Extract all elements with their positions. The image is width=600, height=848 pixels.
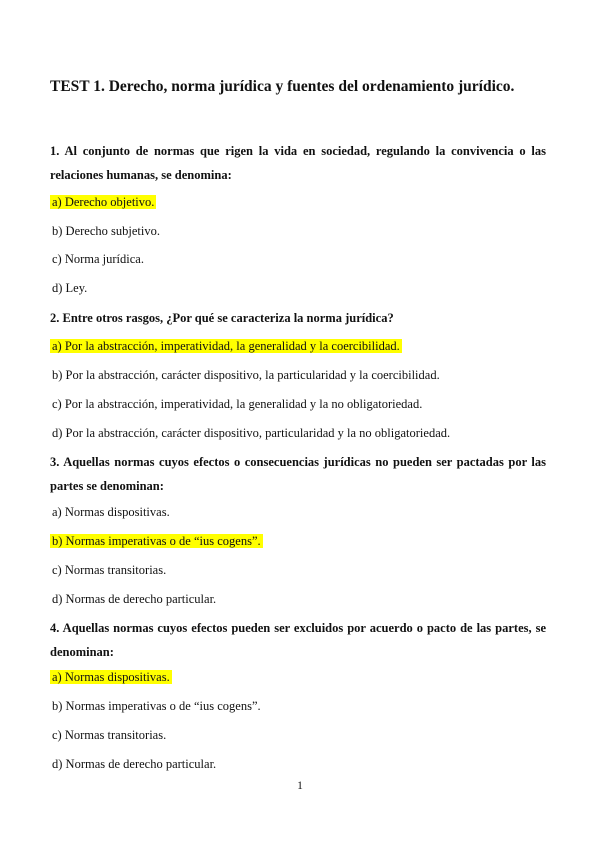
- question-1-option-d: [50, 279, 89, 297]
- question-1-option-a: [50, 193, 156, 211]
- question-4-option-c: [50, 726, 168, 744]
- question-2-option-c: [50, 395, 424, 413]
- question-3-option-d: [50, 590, 218, 608]
- question-3-option-c: [50, 561, 168, 579]
- question-2-option-a: [50, 337, 402, 355]
- question-1-option-b: [50, 222, 162, 240]
- option-label: b) Derecho subjetivo.: [52, 224, 160, 238]
- option-label: b) Normas imperativas o de “ius cogens”.: [52, 534, 261, 548]
- question-4: 4. Aquellas normas cuyos efectos pueden ser excluidos por acuerdo o pacto de las partes, se denominan:: [50, 621, 546, 659]
- question-2: 2. Entre otros rasgos, ¿Por qué se caracteriza la norma jurídica?: [50, 311, 394, 325]
- question-1: 1. Al conjunto de normas que rigen la vida en sociedad, regulando la convivencia o las relaciones humanas, se denomina:: [50, 144, 546, 182]
- page-title: TEST 1. Derecho, norma jurídica y fuentes del ordenamiento jurídico.: [50, 78, 515, 95]
- question-2-option-b: [50, 366, 442, 384]
- option-label: b) Por la abstracción, carácter dispositivo, la particularidad y la coercibilidad.: [52, 368, 440, 382]
- option-label: a) Por la abstracción, imperatividad, la generalidad y la coercibilidad.: [52, 339, 400, 353]
- question-3-option-a: [50, 503, 172, 521]
- question-4-option-a: [50, 668, 172, 686]
- option-label: a) Normas dispositivas.: [52, 505, 170, 519]
- question-3-option-b: [50, 532, 263, 550]
- question-2-option-d: [50, 424, 452, 442]
- question-4-option-d: [50, 755, 218, 773]
- question-4-option-b: [50, 697, 263, 715]
- option-label: a) Normas dispositivas.: [52, 670, 170, 684]
- option-label: d) Normas de derecho particular.: [52, 757, 217, 771]
- option-label: c) Norma jurídica.: [52, 252, 144, 266]
- option-label: b) Normas imperativas o de “ius cogens”.: [52, 699, 261, 713]
- option-label: a) Derecho objetivo.: [52, 195, 155, 209]
- option-label: d) Por la abstracción, carácter dispositivo, particularidad y la no obligatoriedad.: [52, 426, 451, 440]
- page-number: 1: [297, 780, 303, 792]
- option-label: c) Por la abstracción, imperatividad, la generalidad y la no obligatoriedad.: [52, 397, 423, 411]
- question-3: 3. Aquellas normas cuyos efectos o consecuencias jurídicas no pueden ser pactadas por las partes se denominan:: [50, 455, 546, 493]
- option-label: d) Ley.: [52, 281, 88, 295]
- question-1-option-c: [50, 250, 146, 268]
- option-label: c) Normas transitorias.: [52, 563, 167, 577]
- option-label: c) Normas transitorias.: [52, 728, 167, 742]
- option-label: d) Normas de derecho particular.: [52, 592, 217, 606]
